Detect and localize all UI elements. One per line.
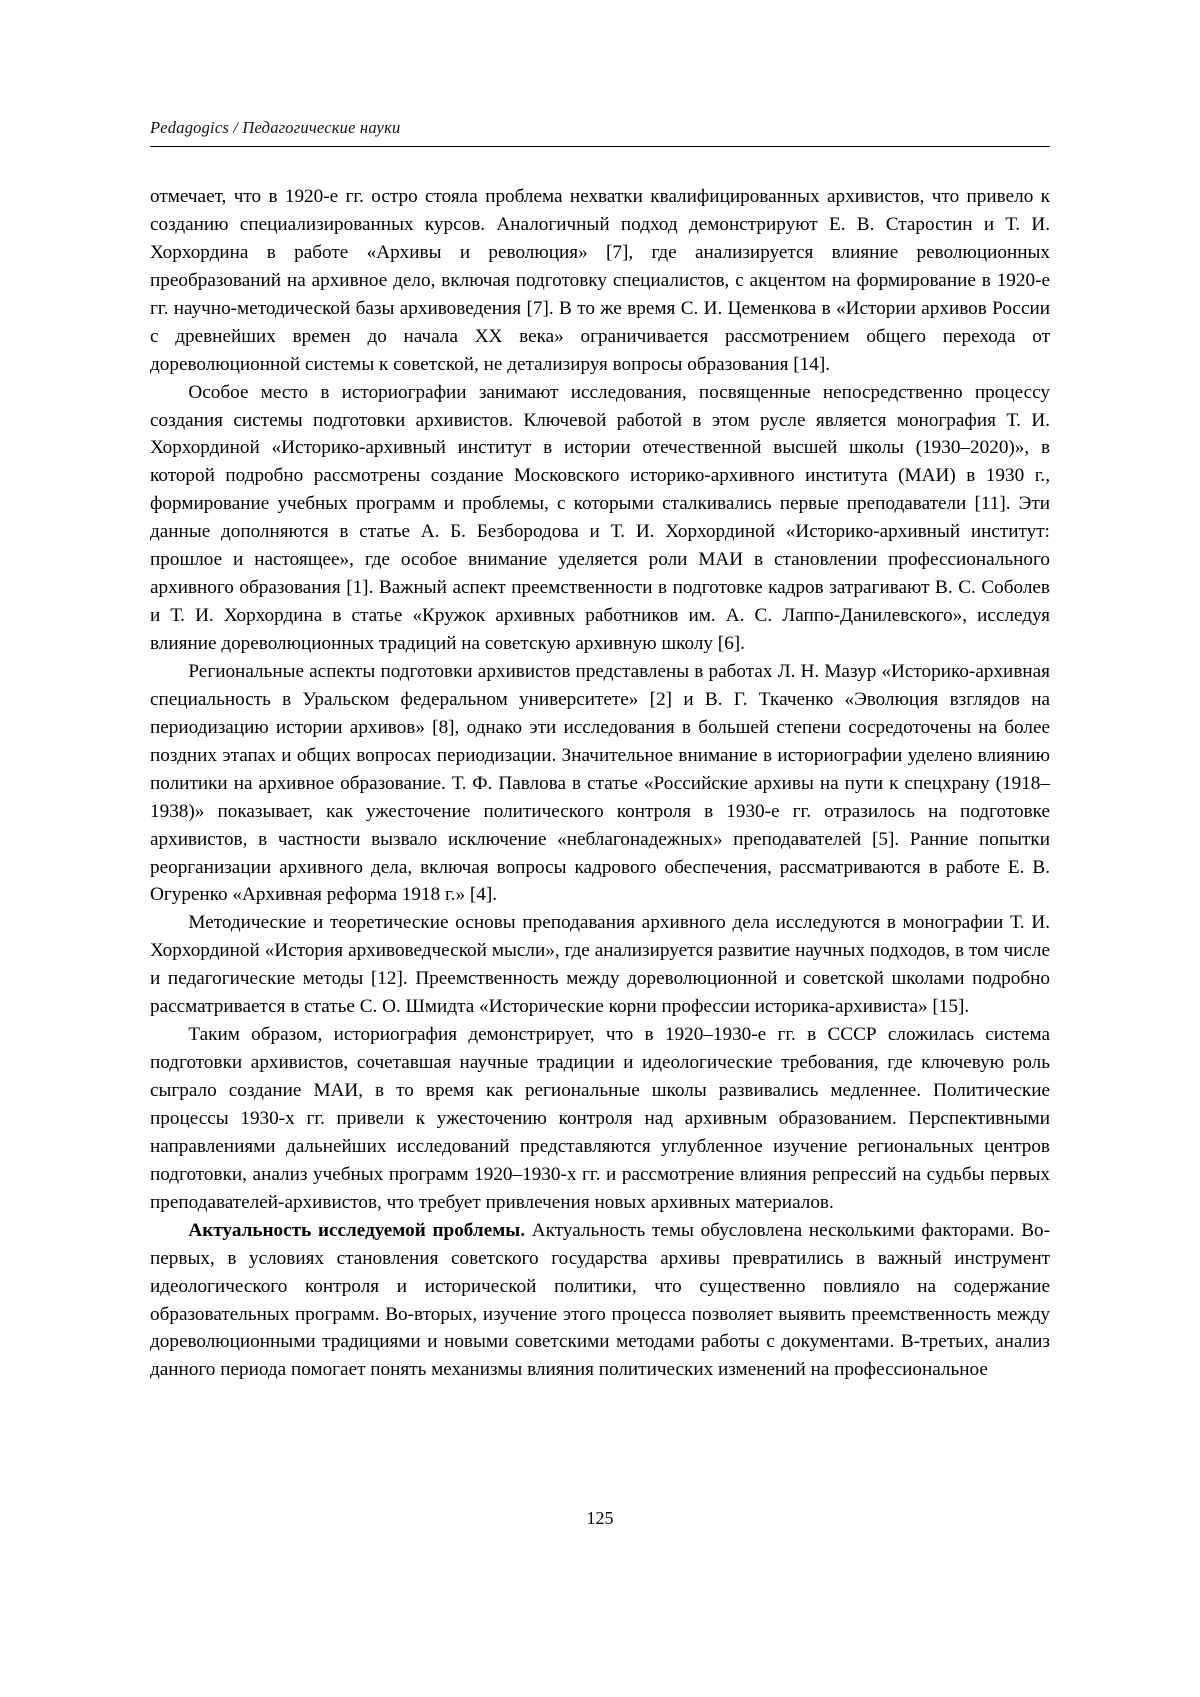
paragraph-3: Региональные аспекты подготовки архивистов представлены в работах Л. Н. Мазур «Историко-архивная специальность в Уральском федеральном университете» [2] и В. Г. Ткаченко «Эволюция взглядов на периодизацию истории архивов» [8], однако эти исследования в большей степени сосредоточены на более поздних этапах и общих вопросах периодизации. Значительное внимание в историографии уделено влиянию политики на архивное образование. Т. Ф. Павлова в статье «Российские архивы на пути к спецхрану (1918–1938)» показывает, как ужесточение политического контроля в 1930-е гг. отразилось на подготовке архивистов, в частности вызвало исключение «неблагонадежных» преподавателей [5]. Ранние попытки реорганизации архивного дела, включая вопросы кадрового обеспечения, рассматриваются в работе Е. В. Огуренко «Архивная реформа 1918 г.» [4]. <box>150 660 1050 906</box>
paragraph-1: отмечает, что в 1920-е гг. остро стояла проблема нехватки квалифицированных архивистов, что привело к созданию специализированных курсов. Аналогичный подход демонстрируют Е. В. Старостин и Т. И. Хорхордина в работе «Архивы и революция» [7], где анализируется влияние революционных преобразований на архивное дело, включая подготовку специалистов, с акцентом на формирование в 1920-е гг. научно-методической базы архивоведения [7]. В то же время С. И. Цеменкова в «Истории архивов России с древнейших времен до начала ХХ века» ограничивается рассмотрением общего перехода от дореволюционной системы к советской, не детализируя вопросы образования [14]. <box>150 186 1050 375</box>
paragraph-6-text: Актуальность темы обусловлена несколькими факторами. Во-первых, в условиях становления советского государства архивы превратились в важный инструмент идеологического контроля и исторической политики, что существенно повлияло на содержание образовательных программ. Во-вторых, изучение этого процесса позволяет выявить преемственность между дореволюционными традициями и новыми советскими методами работы с документами. В-третьих, анализ данного периода помогает понять механизмы влияния политических изменений на профессиональное <box>150 1219 1050 1381</box>
paragraph-4: Методические и теоретические основы преподавания архивного дела исследуются в монографии Т. И. Хорхординой «История архивоведческой мысли», где анализируется развитие научных подходов, в том числе и педагогические методы [12]. Преемственность между дореволюционной и советской школами подробно рассматривается в статье С. О. Шмидта «Исторические корни профессии историка-архивиста» [15]. <box>150 912 1050 1018</box>
article-body <box>150 183 1050 1384</box>
paragraph-2: Особое место в историографии занимают исследования, посвященные непосредственно процессу создания системы подготовки архивистов. Ключевой работой в этом русле является монография Т. И. Хорхординой «Историко-архивный институт в истории отечественной высшей школы (1930–2020)», в которой подробно рассмотрены создание Московского историко-архивного института (МАИ) в 1930 г., формирование учебных программ и проблемы, с которыми сталкивались первые преподаватели [11]. Эти данные дополняются в статье А. Б. Безбородова и Т. И. Хорхординой «Историко-архивный институт: прошлое и настоящее», где особое внимание уделяется роли МАИ в становлении профессионального архивного образования [1]. Важный аспект преемственности в подготовке кадров затрагивают В. С. Соболев и Т. И. Хорхордина в статье «Кружок архивных работников им. А. С. Лаппо-Данилевского», исследуя влияние дореволюционных традиций на советскую архивную школу [6]. <box>150 381 1050 654</box>
header-rule <box>150 146 1050 147</box>
page-number: 125 <box>586 1508 614 1528</box>
run-in-heading: Актуальность исследуемой проблемы. <box>188 1219 526 1241</box>
paragraph-6 <box>150 1217 1050 1385</box>
running-header: Pedagogics / Педагогические науки <box>150 118 401 137</box>
paragraph-5: Таким образом, историография демонстрирует, что в 1920–1930-е гг. в СССР сложилась система подготовки архивистов, сочетавшая научные традиции и идеологические требования, где ключевую роль сыграло создание МАИ, в то время как региональные школы развивались медленнее. Политические процессы 1930-х гг. привели к ужесточению контроля над архивным образованием. Перспективными направлениями дальнейших исследований представляются углубленное изучение региональных центров подготовки, анализ учебных программ 1920–1930-х гг. и рассмотрение влияния репрессий на судьбы первых преподавателей-архивистов, что требует привлечения новых архивных материалов. <box>150 1024 1050 1213</box>
